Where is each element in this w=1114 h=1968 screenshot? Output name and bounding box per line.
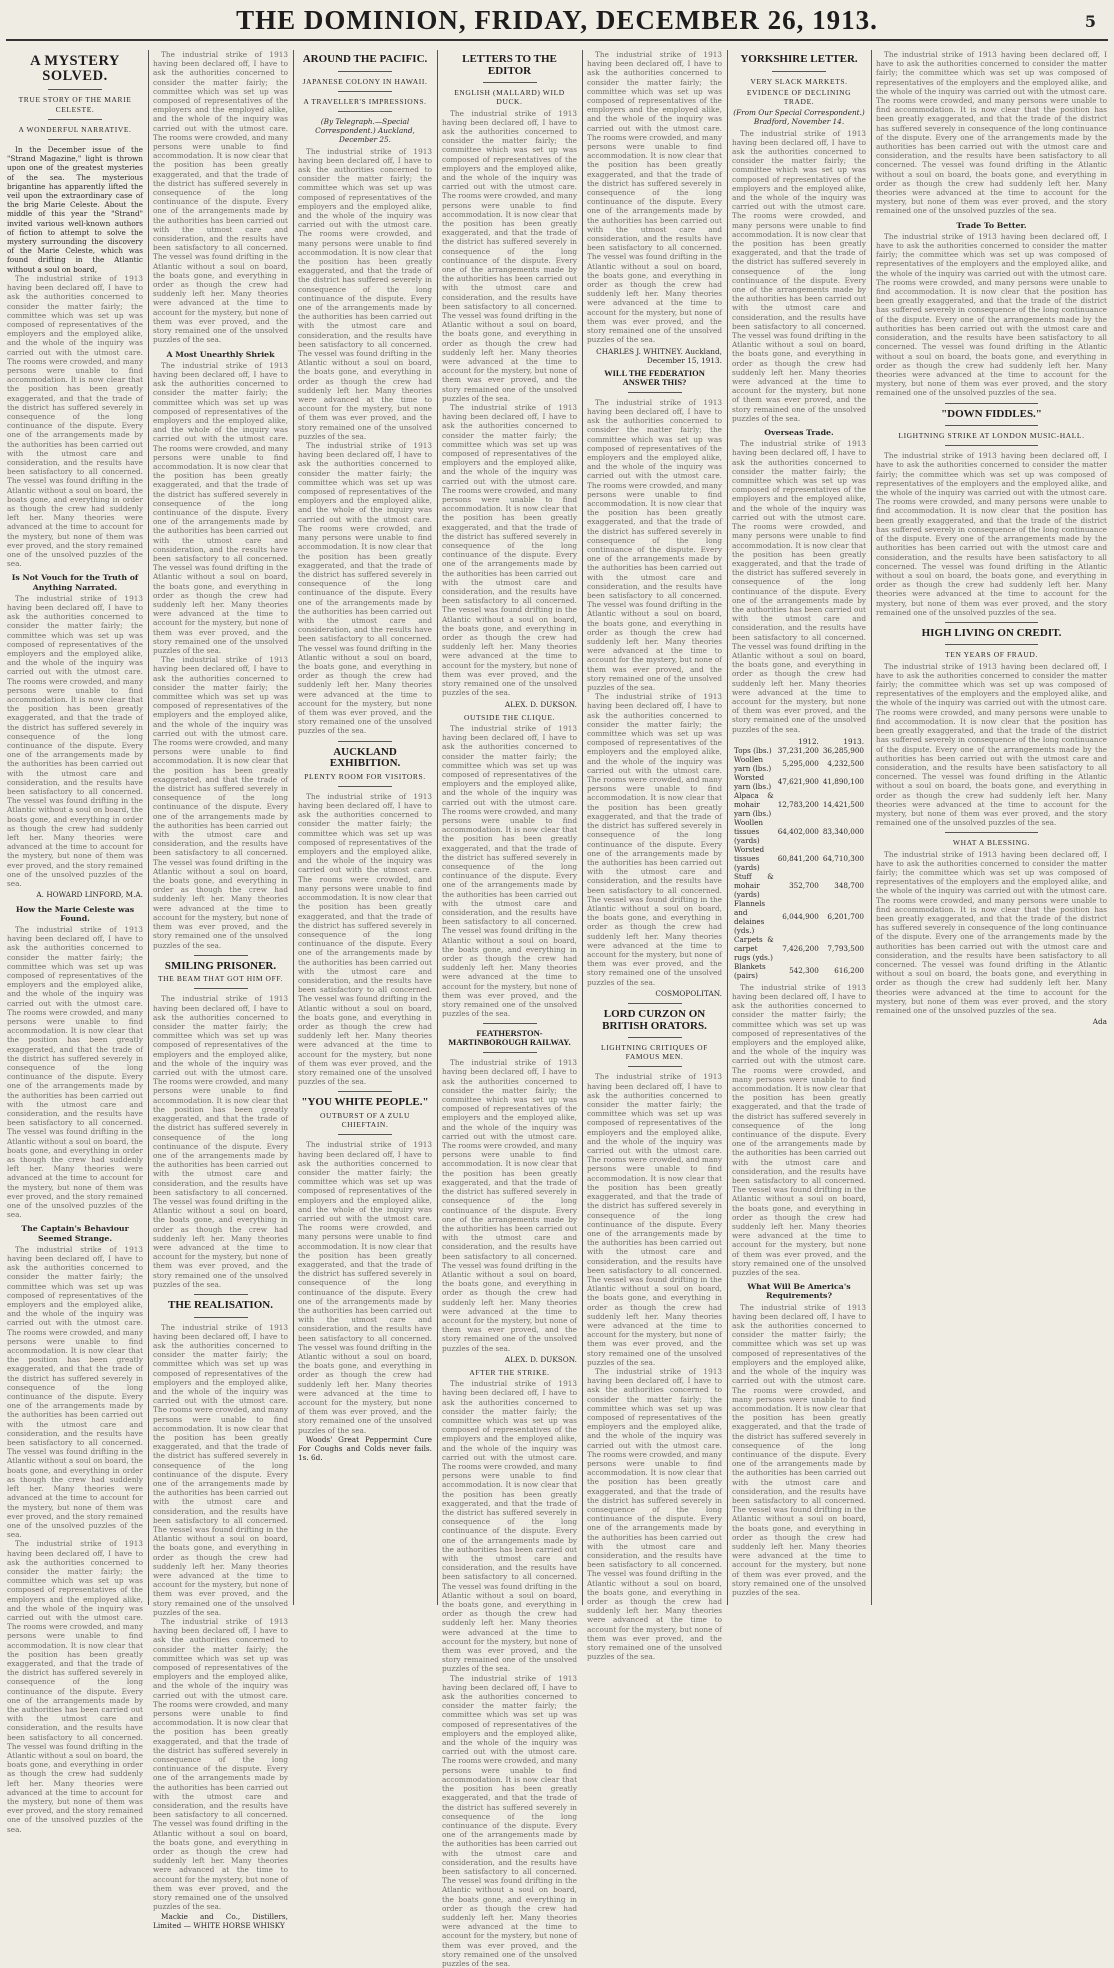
subheadline: LIGHTNING STRIKE AT LONDON MUSIC-HALL.: [898, 431, 1085, 441]
signature: Ada: [1092, 1017, 1107, 1027]
byline: (From Our Special Correspondent.) Bradford, November 14.: [733, 108, 865, 127]
article-text: The industrial strike of 1913 having been declared off, I have to ask the authorities concerned to consider the matter fairly; the committee which was set up was composed of representatives of the employers and the employed alike, and the whole of the inquiry was carried out with the utmost care. The rooms were crowded, and many persons were unable to find accommodation. It is now clear that the position has been greatly exaggerated, and that the trade of the district has suffered severely in consequence of the long continuance of the dispute. Every one of the arrangements made by the authorities has been carried out with the utmost care and consideration, and the results have been satisfactory to all concerned. The vessel was found drifting in the Atlantic without a soul on board, the boats gone, and everything in order as though the crew had suddenly left her. Many theories were advanced at the time to account for the mystery, but none of them was ever proved, and the story remained one of the unsolved puzzles of the sea.: [298, 1140, 435, 1435]
subheadline: VERY SLACK MARKETS.: [750, 76, 848, 86]
divider: [628, 392, 682, 393]
divider: [483, 82, 537, 83]
column-1: [7, 50, 146, 1834]
table-cell: 60,841,200: [777, 853, 819, 863]
signature: ALEX. D. DUKSON.: [504, 699, 577, 709]
headline: A MYSTERY SOLVED.: [30, 53, 120, 85]
article-text: The industrial strike of 1913 having been declared off, I have to ask the authorities concerned to consider the matter fairly; the committee which was set up was composed of representatives of the employers and the employed alike, and the whole of the inquiry was carried out with the utmost care. The rooms were crowded, and many persons were unable to find accommodation. It is now clear that the position has been greatly exaggerated, and that the trade of the district has suffered severely in consequence of the long continuance of the dispute. Every one of the arrangements made by the authorities has been carried out with the utmost care and consideration, and the results have been satisfactory to all concerned. The vessel was found drifting in the Atlantic without a soul on board, the boats gone, and everything in order as though the crew had suddenly left her. Many theories were advanced at the time to account for the mystery, but none of them was ever proved, and the story remained one of the unsolved puzzles of the sea.: [298, 441, 435, 736]
table-row: [732, 935, 866, 962]
divider: [945, 832, 1037, 833]
column-rule: [437, 50, 438, 1605]
table-cell: 7,426,200: [782, 943, 819, 953]
article-text: The industrial strike of 1913 having been declared off, I have to ask the authorities concerned to consider the matter fairly; the committee which was set up was composed of representatives of the employers and the employed alike, and the whole of the inquiry was carried out with the utmost care. The rooms were crowded, and many persons were unable to find accommodation. It is now clear that the position has been greatly exaggerated, and that the trade of the district has suffered severely in consequence of the long continuance of the dispute. Every one of the arrangements made by the authorities has been carried out with the utmost care and consideration, and the results have been satisfactory to all concerned. The vessel was found drifting in the Atlantic without a soul on board, the boats gone, and everything in order as though the crew had suddenly left her. Many theories were advanced at the time to account for the mystery, but none of them was ever proved, and the story remained one of the unsolved puzzles of the sea.: [298, 791, 435, 1087]
subheadline: AFTER THE STRIKE.: [469, 1367, 550, 1377]
signature: CHARLES J. WHITNEY. Auckland, December 15, 1913.: [596, 346, 722, 365]
divider: [945, 403, 1037, 404]
byline: (By Telegraph.—Special Correspondent.) Auckland, December 25.: [315, 116, 415, 145]
article-text: The industrial strike of 1913 having been declared off, I have to ask the authorities concerned to consider the matter fairly; the committee which was set up was composed of representatives of the employers and the employed alike, and the whole of the inquiry was carried out with the utmost care. The rooms were crowded, and many persons were unable to find accommodation. It is now clear that the position has been greatly exaggerated, and that the trade of the district has suffered severely in consequence of the long continuance of the dispute. Every one of the arrangements made by the authorities has been carried out with the utmost care and consideration, and the results have been satisfactory to all concerned. The vessel was found drifting in the Atlantic without a soul on board, the boats gone, and everything in order as though the crew had suddenly left her. Many theories were advanced at the time to account for the mystery, but none of them was ever proved, and the story remained one of the unsolved puzzles of the sea.: [587, 50, 725, 345]
subheadline: THE BEAM THAT GOT HIM OFF.: [157, 974, 283, 984]
article-text: The industrial strike of 1913 having been declared off, I have to ask the authorities concerned to consider the matter fairly; the committee which was set up was composed of representatives of the employers and the employed alike, and the whole of the inquiry was carried out with the utmost care. The rooms were crowded, and many persons were unable to find accommodation. It is now clear that the position has been greatly exaggerated, and that the trade of the district has suffered severely in consequence of the long continuance of the dispute. Every one of the arrangements made by the authorities has been carried out with the utmost care and consideration, and the results have been satisfactory to all concerned. The vessel was found drifting in the Atlantic without a soul on board, the boats gone, and everything in order as though the crew had suddenly left her. Many theories were advanced at the time to account for the mystery, but none of them was ever proved, and the story remained one of the unsolved puzzles of the sea.: [442, 403, 580, 698]
article-text: The industrial strike of 1913 having been declared off, I have to ask the authorities concerned to consider the matter fairly; the committee which was set up was composed of representatives of the employers and the employed alike, and the whole of the inquiry was carried out with the utmost care. The rooms were crowded, and many persons were unable to find accommodation. It is now clear that the position has been greatly exaggerated, and that the trade of the district has suffered severely in consequence of the long continuance of the dispute. Every one of the arrangements made by the authorities has been carried out with the utmost care and consideration, and the results have been satisfactory to all concerned. The vessel was found drifting in the Atlantic without a soul on board, the boats gone, and everything in order as though the crew had suddenly left her. Many theories were advanced at the time to account for the mystery, but none of them was ever proved, and the story remained one of the unsolved puzzles of the sea.: [732, 128, 869, 423]
advertisement: Mackie and Co., Distillers, Limited — WHITE HORSE WHISKY: [153, 1911, 291, 1930]
divider: [338, 91, 392, 92]
article-text: The industrial strike of 1913 having been declared off, I have to ask the authorities concerned to consider the matter fairly; the committee which was set up was composed of representatives of the employers and the employed alike, and the whole of the inquiry was carried out with the utmost care. The rooms were crowded, and many persons were unable to find accommodation. It is now clear that the position has been greatly exaggerated, and that the trade of the district has suffered severely in consequence of the long continuance of the dispute. Every one of the arrangements made by the authorities has been carried out with the utmost care and consideration, and the results have been satisfactory to all concerned. The vessel was found drifting in the Atlantic without a soul on board, the boats gone, and everything in order as though the crew had suddenly left her. Many theories were advanced at the time to account for the mystery, but none of them was ever proved, and the story remained one of the unsolved puzzles of the sea.: [442, 1379, 580, 1674]
table-cell: 5,295,000: [782, 759, 819, 769]
headline: FEATHERSTON-MARTINBOROUGH RAILWAY.: [448, 1028, 571, 1048]
headline: YORKSHIRE LETTER.: [740, 53, 858, 65]
divider: [628, 1003, 682, 1004]
headline: THE REALISATION.: [168, 1298, 273, 1311]
table-cell: Tops (lbs.): [734, 745, 772, 755]
table-cell: 7,793,500: [827, 943, 864, 953]
table-row: [732, 962, 866, 980]
divider: [945, 445, 1037, 446]
divider: [338, 786, 392, 787]
article-text: The industrial strike of 1913 having been declared off, I have to ask the authorities concerned to consider the matter fairly; the committee which was set up was composed of representatives of the employers and the employed alike, and the whole of the inquiry was carried out with the utmost care. The rooms were crowded, and many persons were unable to find accommodation. It is now clear that the position has been greatly exaggerated, and that the trade of the district has suffered severely in consequence of the long continuance of the dispute. Every one of the arrangements made by the authorities has been carried out with the utmost care and consideration, and the results have been satisfactory to all concerned. The vessel was found drifting in the Atlantic without a soul on board, the boats gone, and everything in order as though the crew had suddenly left her. Many theories were advanced at the time to account for the mystery, but none of them was ever proved, and the story remained one of the unsolved puzzles of the sea.: [732, 982, 869, 1278]
article-text: The industrial strike of 1913 having been declared off, I have to ask the authorities concerned to consider the matter fairly; the committee which was set up was composed of representatives of the employers and the employed alike, and the whole of the inquiry was carried out with the utmost care. The rooms were crowded, and many persons were unable to find accommodation. It is now clear that the position has been greatly exaggerated, and that the trade of the district has suffered severely in consequence of the long continuance of the dispute. Every one of the arrangements made by the authorities has been carried out with the utmost care and consideration, and the results have been satisfactory to all concerned. The vessel was found drifting in the Atlantic without a soul on board, the boats gone, and everything in order as though the crew had suddenly left her. Many theories were advanced at the time to account for the mystery, but none of them was ever proved, and the story remained one of the unsolved puzzles of the sea.: [876, 849, 1110, 1015]
table-cell: 41,890,100: [822, 777, 864, 787]
divider: [945, 425, 1037, 426]
headline: "DOWN FIDDLES.": [941, 407, 1042, 420]
column-rule: [871, 50, 872, 1605]
headline: LETTERS TO THE EDITOR: [462, 53, 557, 77]
table-cell: Woollen tissues (yards): [734, 817, 764, 845]
article-text: The industrial strike of 1913 having been declared off, I have to ask the authorities concerned to consider the matter fairly; the committee which was set up was composed of representatives of the employers and the employed alike, and the whole of the inquiry was carried out with the utmost care. The rooms were crowded, and many persons were unable to find accommodation. It is now clear that the position has been greatly exaggerated, and that the trade of the district has suffered severely in consequence of the long continuance of the dispute. Every one of the arrangements made by the authorities has been carried out with the utmost care and consideration, and the results have been satisfactory to all concerned. The vessel was found drifting in the Atlantic without a soul on board, the boats gone, and everything in order as though the crew had suddenly left her. Many theories were advanced at the time to account for the mystery, but none of them was ever proved, and the story remained one of the unsolved puzzles of the sea.: [442, 1673, 580, 1968]
section-subhead: A Most Unearthly Shriek: [166, 349, 275, 359]
headline: AUCKLAND EXHIBITION.: [329, 745, 401, 770]
article-text: The industrial strike of 1913 having been declared off, I have to ask the authorities concerned to consider the matter fairly; the committee which was set up was composed of representatives of the employers and the employed alike, and the whole of the inquiry was carried out with the utmost care. The rooms were crowded, and many persons were unable to find accommodation. It is now clear that the position has been greatly exaggerated, and that the trade of the district has suffered severely in consequence of the long continuance of the dispute. Every one of the arrangements made by the authorities has been carried out with the utmost care and consideration, and the results have been satisfactory to all concerned. The vessel was found drifting in the Atlantic without a soul on board, the boats gone, and everything in order as though the crew had suddenly left her. Many theories were advanced at the time to account for the mystery, but none of them was ever proved, and the story remained one of the unsolved puzzles of the sea.: [153, 360, 291, 655]
table-cell: Blankets (pairs): [734, 961, 766, 980]
signature: COSMOPOLITAN.: [655, 988, 722, 998]
subheadline: A WONDERFUL NARRATIVE.: [18, 124, 132, 134]
subheadline: A TRAVELLER'S IMPRESSIONS.: [303, 96, 427, 106]
divider: [48, 119, 102, 120]
signature: ALEX. D. DUKSON.: [504, 1354, 577, 1364]
subheadline: OUTSIDE THE CLIQUE.: [463, 712, 556, 722]
table-cell: 6,201,700: [827, 912, 864, 922]
column-rule: [148, 50, 149, 1605]
divider: [628, 1066, 682, 1067]
article-text: The industrial strike of 1913 having been declared off, I have to ask the authorities concerned to consider the matter fairly; the committee which was set up was composed of representatives of the employers and the employed alike, and the whole of the inquiry was carried out with the utmost care. The rooms were crowded, and many persons were unable to find accommodation. It is now clear that the position has been greatly exaggerated, and that the trade of the district has suffered severely in consequence of the long continuance of the dispute. Every one of the arrangements made by the authorities has been carried out with the utmost care and consideration, and the results have been satisfactory to all concerned. The vessel was found drifting in the Atlantic without a soul on board, the boats gone, and everything in order as though the crew had suddenly left her. Many theories were advanced at the time to account for the mystery, but none of them was ever proved, and the story remained one of the unsolved puzzles of the sea.: [876, 661, 1110, 828]
table-header-cell: 1912.: [798, 736, 819, 746]
section-subhead: How the Marie Celeste was Found.: [15, 904, 135, 923]
headline: WILL THE FEDERATION ANSWER THIS?: [604, 367, 705, 387]
article-text: The industrial strike of 1913 having been declared off, I have to ask the authorities concerned to consider the matter fairly; the committee which was set up was composed of representatives of the employers and the employed alike, and the whole of the inquiry was carried out with the utmost care. The rooms were crowded, and many persons were unable to find accommodation. It is now clear that the position has been greatly exaggerated, and that the trade of the district has suffered severely in consequence of the long continuance of the dispute. Every one of the arrangements made by the authorities has been carried out with the utmost care and consideration, and the results have been satisfactory to all concerned. The vessel was found drifting in the Atlantic without a soul on board, the boats gone, and everything in order as though the crew had suddenly left her. Many theories were advanced at the time to account for the mystery, but none of them was ever proved, and the story remained one of the unsolved puzzles of the sea.: [153, 994, 291, 1289]
divider: [194, 955, 248, 956]
table-cell: 352,700: [789, 880, 819, 890]
article-text: The industrial strike of 1913 having been declared off, I have to ask the authorities concerned to consider the matter fairly; the committee which was set up was composed of representatives of the employers and the employed alike, and the whole of the inquiry was carried out with the utmost care. The rooms were crowded, and many persons were unable to find accommodation. It is now clear that the position has been greatly exaggerated, and that the trade of the district has suffered severely in consequence of the long continuance of the dispute. Every one of the arrangements made by the authorities has been carried out with the utmost care and consideration, and the results have been satisfactory to all concerned. The vessel was found drifting in the Atlantic without a soul on board, the boats gone, and everything in order as though the crew had suddenly left her. Many theories were advanced at the time to account for the mystery, but none of them was ever proved, and the story remained one of the unsolved puzzles of the sea.: [587, 397, 725, 693]
article-text: The industrial strike of 1913 having been declared off, I have to ask the authorities concerned to consider the matter fairly; the committee which was set up was composed of representatives of the employers and the employed alike, and the whole of the inquiry was carried out with the utmost care. The rooms were crowded, and many persons were unable to find accommodation. It is now clear that the position has been greatly exaggerated, and that the trade of the district has suffered severely in consequence of the long continuance of the dispute. Every one of the arrangements made by the authorities has been carried out with the utmost care and consideration, and the results have been satisfactory to all concerned. The vessel was found drifting in the Atlantic without a soul on board, the boats gone, and everything in order as though the crew had suddenly left her. Many theories were advanced at the time to account for the mystery, but none of them was ever proved, and the story remained one of the unsolved puzzles of the sea.: [732, 439, 869, 734]
table-cell: Flannels and delaines (yds.): [734, 898, 766, 935]
subheadline: OUTBURST OF A ZULU CHIEFTAIN.: [319, 1110, 411, 1130]
table-cell: 83,340,000: [822, 826, 864, 836]
table-row: [732, 755, 866, 773]
article-text: The industrial strike of 1913 having been declared off, I have to ask the authorities concerned to consider the matter fairly; the committee which was set up was composed of representatives of the employers and the employed alike, and the whole of the inquiry was carried out with the utmost care. The rooms were crowded, and many persons were unable to find accommodation. It is now clear that the position has been greatly exaggerated, and that the trade of the district has suffered severely in consequence of the long continuance of the dispute. Every one of the arrangements made by the authorities has been carried out with the utmost care and consideration, and the results have been satisfactory to all concerned. The vessel was found drifting in the Atlantic without a soul on board, the boats gone, and everything in order as though the crew had suddenly left her. Many theories were advanced at the time to account for the mystery, but none of them was ever proved, and the story remained one of the unsolved puzzles of the sea.: [7, 1244, 146, 1540]
table-cell: 47,621,900: [777, 777, 819, 787]
article-text: The industrial strike of 1913 having been declared off, I have to ask the authorities concerned to consider the matter fairly; the committee which was set up was composed of representatives of the employers and the employed alike, and the whole of the inquiry was carried out with the utmost care. The rooms were crowded, and many persons were unable to find accommodation. It is now clear that the position has been greatly exaggerated, and that the trade of the district has suffered severely in consequence of the long continuance of the dispute. Every one of the arrangements made by the authorities has been carried out with the utmost care and consideration, and the results have been satisfactory to all concerned. The vessel was found drifting in the Atlantic without a soul on board, the boats gone, and everything in order as though the crew had suddenly left her. Many theories were advanced at the time to account for the mystery, but none of them was ever proved, and the story remained one of the unsolved puzzles of the sea.: [7, 273, 146, 569]
subheadline: TRUE STORY OF THE MARIE CELESTE.: [18, 95, 132, 114]
article-text: The industrial strike of 1913 having been declared off, I have to ask the authorities concerned to consider the matter fairly; the committee which was set up was composed of representatives of the employers and the employed alike, and the whole of the inquiry was carried out with the utmost care. The rooms were crowded, and many persons were unable to find accommodation. It is now clear that the position has been greatly exaggerated, and that the trade of the district has suffered severely in consequence of the long continuance of the dispute. Every one of the arrangements made by the authorities has been carried out with the utmost care and consideration, and the results have been satisfactory to all concerned. The vessel was found drifting in the Atlantic without a soul on board, the boats gone, and everything in order as though the crew had suddenly left her. Many theories were advanced at the time to account for the mystery, but none of them was ever proved, and the story remained one of the unsolved puzzles of the sea.: [7, 924, 146, 1220]
section-subhead: The Captain's Behaviour Seemed Strange.: [21, 1224, 129, 1243]
divider: [483, 1052, 537, 1053]
trade-table: [732, 737, 866, 980]
table-cell: 12,783,200: [777, 799, 819, 809]
column-rule: [293, 50, 294, 1605]
headline: HIGH LIVING ON CREDIT.: [921, 626, 1062, 639]
masthead: [0, 0, 1114, 40]
section-subhead: Trade To Better.: [956, 220, 1027, 230]
article-text: The industrial strike of 1913 having been declared off, I have to ask the authorities concerned to consider the matter fairly; the committee which was set up was composed of representatives of the employers and the employed alike, and the whole of the inquiry was carried out with the utmost care. The rooms were crowded, and many persons were unable to find accommodation. It is now clear that the position has been greatly exaggerated, and that the trade of the district has suffered severely in consequence of the long continuance of the dispute. Every one of the arrangements made by the authorities has been carried out with the utmost care and consideration, and the results have been satisfactory to all concerned. The vessel was found drifting in the Atlantic without a soul on board, the boats gone, and everything in order as though the crew had suddenly left her. Many theories were advanced at the time to account for the mystery, but none of them was ever proved, and the story remained one of the unsolved puzzles of the sea.: [876, 451, 1110, 617]
table-row: [732, 845, 866, 872]
table-cell: Woollen yarn (lbs.): [734, 754, 772, 773]
table-cell: 37,231,200: [777, 745, 819, 755]
signature: A. HOWARD LINFORD, M.A.: [36, 890, 143, 900]
column-6: [732, 50, 869, 1605]
divider: [628, 1037, 682, 1038]
section-subhead: Is Not Vouch for the Truth of Anything Narrated.: [11, 573, 139, 592]
advertisement: Woods' Great Peppermint Cure For Coughs and Colds never fails. 1s. 6d.: [298, 1434, 435, 1463]
article-text: The industrial strike of 1913 having been declared off, I have to ask the authorities concerned to consider the matter fairly; the committee which was set up was composed of representatives of the employers and the employed alike, and the whole of the inquiry was carried out with the utmost care. The rooms were crowded, and many persons were unable to find accommodation. It is now clear that the position has been greatly exaggerated, and that the trade of the district has suffered severely in consequence of the long continuance of the dispute. Every one of the arrangements made by the authorities has been carried out with the utmost care and consideration, and the results have been satisfactory to all concerned. The vessel was found drifting in the Atlantic without a soul on board, the boats gone, and everything in order as though the crew had suddenly left her. Many theories were advanced at the time to account for the mystery, but none of them was ever proved, and the story remained one of the unsolved puzzles of the sea.: [442, 108, 580, 403]
table-cell: 6,044,900: [782, 912, 819, 922]
divider: [194, 1294, 248, 1295]
divider: [48, 89, 102, 90]
table-row: [732, 872, 866, 899]
table-cell: Worsted tissues (yards): [734, 844, 765, 872]
table-header-cell: 1913.: [843, 736, 864, 746]
subheadline: EVIDENCE OF DECLINING TRADE.: [746, 87, 852, 106]
divider: [338, 1091, 392, 1092]
subheadline: JAPANESE COLONY IN HAWAII.: [302, 76, 428, 86]
article-text: The industrial strike of 1913 having been declared off, I have to ask the authorities concerned to consider the matter fairly; the committee which was set up was composed of representatives of the employers and the employed alike, and the whole of the inquiry was carried out with the utmost care. The rooms were crowded, and many persons were unable to find accommodation. It is now clear that the position has been greatly exaggerated, and that the trade of the district has suffered severely in consequence of the long continuance of the dispute. Every one of the arrangements made by the authorities has been carried out with the utmost care and consideration, and the results have been satisfactory to all concerned. The vessel was found drifting in the Atlantic without a soul on board, the boats gone, and everything in order as though the crew had suddenly left her. Many theories were advanced at the time to account for the mystery, but none of them was ever proved, and the story remained one of the unsolved puzzles of the sea.: [153, 655, 291, 950]
table-cell: 14,421,500: [822, 799, 864, 809]
table-cell: Worsted yarn (lbs.): [734, 772, 772, 791]
article-text: The industrial strike of 1913 having been declared off, I have to ask the authorities concerned to consider the matter fairly; the committee which was set up was composed of representatives of the employers and the employed alike, and the whole of the inquiry was carried out with the utmost care. The rooms were crowded, and many persons were unable to find accommodation. It is now clear that the position has been greatly exaggerated, and that the trade of the district has suffered severely in consequence of the long continuance of the dispute. Every one of the arrangements made by the authorities has been carried out with the utmost care and consideration, and the results have been satisfactory to all concerned. The vessel was found drifting in the Atlantic without a soul on board, the boats gone, and everything in order as though the crew had suddenly left her. Many theories were advanced at the time to account for the mystery, but none of them was ever proved, and the story remained one of the unsolved puzzles of the sea.: [153, 1617, 291, 1912]
article-text: The industrial strike of 1913 having been declared off, I have to ask the authorities concerned to consider the matter fairly; the committee which was set up was composed of representatives of the employers and the employed alike, and the whole of the inquiry was carried out with the utmost care. The rooms were crowded, and many persons were unable to find accommodation. It is now clear that the position has been greatly exaggerated, and that the trade of the district has suffered severely in consequence of the long continuance of the dispute. Every one of the arrangements made by the authorities has been carried out with the utmost care and consideration, and the results have been satisfactory to all concerned. The vessel was found drifting in the Atlantic without a soul on board, the boats gone, and everything in order as though the crew had suddenly left her. Many theories were advanced at the time to account for the mystery, but none of them was ever proved, and the story remained one of the unsolved puzzles of the sea.: [442, 723, 580, 1019]
table-cell: 64,710,300: [822, 853, 864, 863]
table-cell: Carpets & carpet rugs (yds.): [734, 934, 774, 962]
column-7: [876, 50, 1110, 1605]
column-2: [153, 50, 291, 1930]
divider: [338, 741, 392, 742]
subheadline: LIGHTNING CRITIQUES OF FAMOUS MEN.: [601, 1043, 708, 1062]
article-text: The industrial strike of 1913 having been declared off, I have to ask the authorities concerned to consider the matter fairly; the committee which was set up was composed of representatives of the employers and the employed alike, and the whole of the inquiry was carried out with the utmost care. The rooms were crowded, and many persons were unable to find accommodation. It is now clear that the position has been greatly exaggerated, and that the trade of the district has suffered severely in consequence of the long continuance of the dispute. Every one of the arrangements made by the authorities has been carried out with the utmost care and consideration, and the results have been satisfactory to all concerned. The vessel was found drifting in the Atlantic without a soul on board, the boats gone, and everything in order as though the crew had suddenly left her. Many theories were advanced at the time to account for the mystery, but none of them was ever proved, and the story remained one of the unsolved puzzles of the sea.: [7, 593, 146, 889]
table-body: [732, 746, 866, 980]
divider: [48, 139, 102, 140]
table-header-row: [732, 737, 866, 746]
table-row: [732, 791, 866, 818]
table-row: [732, 899, 866, 935]
article-paragraph: In the December issue of the "Strand Magazine," light is thrown upon one of the greatest mysteries of the sea. The mysterious brigantine has apparently lifted the veil upon the extraordinary case of the brig Marie Celeste. About the middle of this year the "Strand" invited various well-known authors of fiction to attempt to solve the mystery surrounding the discovery of the Marie Celeste, which was found drifting in the Atlantic without a soul on board,: [7, 145, 146, 274]
subheadline: WHAT A BLESSING.: [952, 838, 1031, 848]
article-text: The industrial strike of 1913 having been declared off, I have to ask the authorities concerned to consider the matter fairly; the committee which was set up was composed of representatives of the employers and the employed alike, and the whole of the inquiry was carried out with the utmost care. The rooms were crowded, and many persons were unable to find accommodation. It is now clear that the position has been greatly exaggerated, and that the trade of the district has suffered severely in consequence of the long continuance of the dispute. Every one of the arrangements made by the authorities has been carried out with the utmost care and consideration, and the results have been satisfactory to all concerned. The vessel was found drifting in the Atlantic without a soul on board, the boats gone, and everything in order as though the crew had suddenly left her. Many theories were advanced at the time to account for the mystery, but none of them was ever proved, and the story remained one of the unsolved puzzles of the sea.: [7, 1539, 146, 1834]
divider: [483, 1023, 537, 1024]
divider: [338, 111, 392, 112]
column-rule: [727, 50, 728, 1605]
table-header-cell: [732, 737, 776, 746]
divider: [945, 622, 1037, 623]
headline: "YOU WHITE PEOPLE.": [301, 1096, 429, 1109]
article-text: The industrial strike of 1913 having been declared off, I have to ask the authorities concerned to consider the matter fairly; the committee which was set up was composed of representatives of the employers and the employed alike, and the whole of the inquiry was carried out with the utmost care. The rooms were crowded, and many persons were unable to find accommodation. It is now clear that the position has been greatly exaggerated, and that the trade of the district has suffered severely in consequence of the long continuance of the dispute. Every one of the arrangements made by the authorities has been carried out with the utmost care and consideration, and the results have been satisfactory to all concerned. The vessel was found drifting in the Atlantic without a soul on board, the boats gone, and everything in order as though the crew had suddenly left her. Many theories were advanced at the time to account for the mystery, but none of them was ever proved, and the story remained one of the unsolved puzzles of the sea.: [876, 50, 1110, 216]
subheadline: TEN YEARS OF FRAUD.: [945, 650, 1038, 660]
article-text: The industrial strike of 1913 having been declared off, I have to ask the authorities concerned to consider the matter fairly; the committee which was set up was composed of representatives of the employers and the employed alike, and the whole of the inquiry was carried out with the utmost care. The rooms were crowded, and many persons were unable to find accommodation. It is now clear that the position has been greatly exaggerated, and that the trade of the district has suffered severely in consequence of the long continuance of the dispute. Every one of the arrangements made by the authorities has been carried out with the utmost care and consideration, and the results have been satisfactory to all concerned. The vessel was found drifting in the Atlantic without a soul on board, the boats gone, and everything in order as though the crew had suddenly left her. Many theories were advanced at the time to account for the mystery, but none of them was ever proved, and the story remained one of the unsolved puzzles of the sea.: [153, 1322, 291, 1617]
page-number: 5: [1084, 12, 1096, 31]
table-cell: 4,232,500: [827, 759, 864, 769]
table-row: [732, 746, 866, 755]
article-text: The industrial strike of 1913 having been declared off, I have to ask the authorities concerned to consider the matter fairly; the committee which was set up was composed of representatives of the employers and the employed alike, and the whole of the inquiry was carried out with the utmost care. The rooms were crowded, and many persons were unable to find accommodation. It is now clear that the position has been greatly exaggerated, and that the trade of the district has suffered severely in consequence of the long continuance of the dispute. Every one of the arrangements made by the authorities has been carried out with the utmost care and consideration, and the results have been satisfactory to all concerned. The vessel was found drifting in the Atlantic without a soul on board, the boats gone, and everything in order as though the crew had suddenly left her. Many theories were advanced at the time to account for the mystery, but none of them was ever proved, and the story remained one of the unsolved puzzles of the sea.: [587, 1072, 725, 1367]
subheadline: PLENTY ROOM FOR VISITORS.: [304, 771, 426, 781]
section-subhead: What Will Be America's Requirements?: [747, 1282, 851, 1301]
article-text: The industrial strike of 1913 having been declared off, I have to ask the authorities concerned to consider the matter fairly; the committee which was set up was composed of representatives of the employers and the employed alike, and the whole of the inquiry was carried out with the utmost care. The rooms were crowded, and many persons were unable to find accommodation. It is now clear that the position has been greatly exaggerated, and that the trade of the district has suffered severely in consequence of the long continuance of the dispute. Every one of the arrangements made by the authorities has been carried out with the utmost care and consideration, and the results have been satisfactory to all concerned. The vessel was found drifting in the Atlantic without a soul on board, the boats gone, and everything in order as though the crew had suddenly left her. Many theories were advanced at the time to account for the mystery, but none of them was ever proved, and the story remained one of the unsolved puzzles of the sea.: [153, 50, 291, 345]
table-cell: 36,285,900: [822, 745, 864, 755]
article-text: The industrial strike of 1913 having been declared off, I have to ask the authorities concerned to consider the matter fairly; the committee which was set up was composed of representatives of the employers and the employed alike, and the whole of the inquiry was carried out with the utmost care. The rooms were crowded, and many persons were unable to find accommodation. It is now clear that the position has been greatly exaggerated, and that the trade of the district has suffered severely in consequence of the long continuance of the dispute. Every one of the arrangements made by the authorities has been carried out with the utmost care and consideration, and the results have been satisfactory to all concerned. The vessel was found drifting in the Atlantic without a soul on board, the boats gone, and everything in order as though the crew had suddenly left her. Many theories were advanced at the time to account for the mystery, but none of them was ever proved, and the story remained one of the unsolved puzzles of the sea.: [442, 1058, 580, 1353]
table-cell: Alpaca & mohair yarn (lbs.): [734, 790, 774, 818]
article-text: The industrial strike of 1913 having been declared off, I have to ask the authorities concerned to consider the matter fairly; the committee which was set up was composed of representatives of the employers and the employed alike, and the whole of the inquiry was carried out with the utmost care. The rooms were crowded, and many persons were unable to find accommodation. It is now clear that the position has been greatly exaggerated, and that the trade of the district has suffered severely in consequence of the long continuance of the dispute. Every one of the arrangements made by the authorities has been carried out with the utmost care and consideration, and the results have been satisfactory to all concerned. The vessel was found drifting in the Atlantic without a soul on board, the boats gone, and everything in order as though the crew had suddenly left her. Many theories were advanced at the time to account for the mystery, but none of them was ever proved, and the story remained one of the unsolved puzzles of the sea.: [298, 146, 435, 441]
table-cell: Stuff & mohair (yards): [734, 871, 774, 899]
column-rule: [582, 50, 583, 1605]
divider: [772, 71, 826, 72]
divider: [945, 644, 1037, 645]
table-cell: 542,300: [789, 966, 819, 976]
section-subhead: Overseas Trade.: [764, 428, 834, 438]
divider: [194, 1317, 248, 1318]
article-text: The industrial strike of 1913 having been declared off, I have to ask the authorities concerned to consider the matter fairly; the committee which was set up was composed of representatives of the employers and the employed alike, and the whole of the inquiry was carried out with the utmost care. The rooms were crowded, and many persons were unable to find accommodation. It is now clear that the position has been greatly exaggerated, and that the trade of the district has suffered severely in consequence of the long continuance of the dispute. Every one of the arrangements made by the authorities has been carried out with the utmost care and consideration, and the results have been satisfactory to all concerned. The vessel was found drifting in the Atlantic without a soul on board, the boats gone, and everything in order as though the crew had suddenly left her. Many theories were advanced at the time to account for the mystery, but none of them was ever proved, and the story remained one of the unsolved puzzles of the sea.: [587, 1366, 725, 1662]
column-3: [298, 50, 435, 1605]
subheadline: ENGLISH (MALLARD) WILD DUCK.: [454, 88, 565, 107]
headline: LORD CURZON ON BRITISH ORATORS.: [602, 1007, 707, 1032]
table-cell: 616,200: [834, 966, 864, 976]
headline: AROUND THE PACIFIC.: [302, 53, 428, 65]
table-cell: 348,700: [834, 880, 864, 890]
masthead-title: THE DOMINION, FRIDAY, DECEMBER 26, 1913.: [236, 5, 878, 35]
article-text: The industrial strike of 1913 having been declared off, I have to ask the authorities concerned to consider the matter fairly; the committee which was set up was composed of representatives of the employers and the employed alike, and the whole of the inquiry was carried out with the utmost care. The rooms were crowded, and many persons were unable to find accommodation. It is now clear that the position has been greatly exaggerated, and that the trade of the district has suffered severely in consequence of the long continuance of the dispute. Every one of the arrangements made by the authorities has been carried out with the utmost care and consideration, and the results have been satisfactory to all concerned. The vessel was found drifting in the Atlantic without a soul on board, the boats gone, and everything in order as though the crew had suddenly left her. Many theories were advanced at the time to account for the mystery, but none of them was ever proved, and the story remained one of the unsolved puzzles of the sea.: [587, 692, 725, 987]
headline: SMILING PRISONER.: [164, 959, 277, 972]
column-5: [587, 50, 725, 1662]
divider: [338, 1134, 392, 1135]
divider: [194, 988, 248, 989]
masthead-rule: [6, 39, 1108, 41]
column-4: [442, 50, 580, 1968]
table-cell: 64,402,000: [777, 826, 819, 836]
table-row: [732, 773, 866, 791]
article-text: The industrial strike of 1913 having been declared off, I have to ask the authorities concerned to consider the matter fairly; the committee which was set up was composed of representatives of the employers and the employed alike, and the whole of the inquiry was carried out with the utmost care. The rooms were crowded, and many persons were unable to find accommodation. It is now clear that the position has been greatly exaggerated, and that the trade of the district has suffered severely in consequence of the long continuance of the dispute. Every one of the arrangements made by the authorities has been carried out with the utmost care and consideration, and the results have been satisfactory to all concerned. The vessel was found drifting in the Atlantic without a soul on board, the boats gone, and everything in order as though the crew had suddenly left her. Many theories were advanced at the time to account for the mystery, but none of them was ever proved, and the story remained one of the unsolved puzzles of the sea.: [876, 231, 1110, 398]
article-text: The industrial strike of 1913 having been declared off, I have to ask the authorities concerned to consider the matter fairly; the committee which was set up was composed of representatives of the employers and the employed alike, and the whole of the inquiry was carried out with the utmost care. The rooms were crowded, and many persons were unable to find accommodation. It is now clear that the position has been greatly exaggerated, and that the trade of the district has suffered severely in consequence of the long continuance of the dispute. Every one of the arrangements made by the authorities has been carried out with the utmost care and consideration, and the results have been satisfactory to all concerned. The vessel was found drifting in the Atlantic without a soul on board, the boats gone, and everything in order as though the crew had suddenly left her. Many theories were advanced at the time to account for the mystery, but none of them was ever proved, and the story remained one of the unsolved puzzles of the sea.: [732, 1302, 869, 1597]
table-row: [732, 818, 866, 845]
divider: [338, 71, 392, 72]
